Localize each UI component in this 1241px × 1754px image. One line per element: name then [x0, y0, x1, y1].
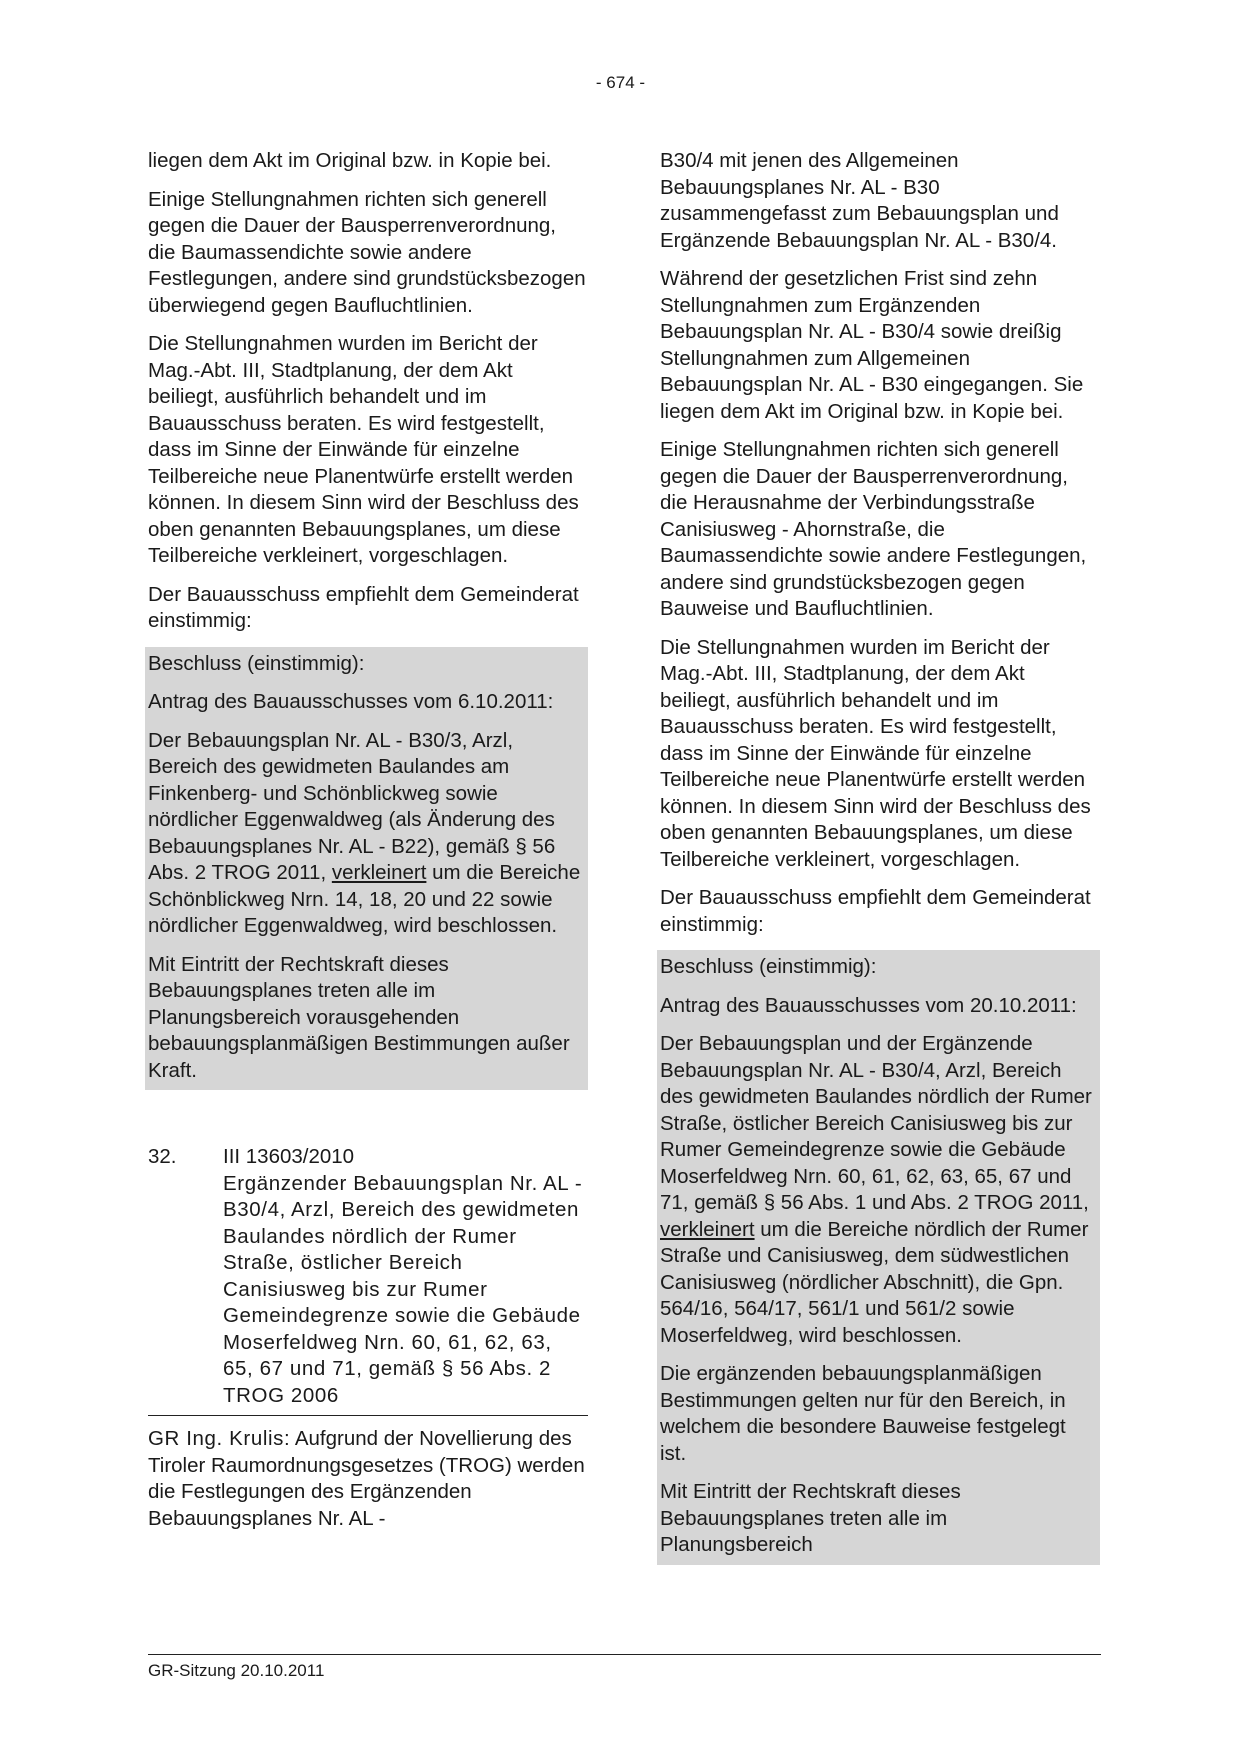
- motion-date: Antrag des Bauausschusses vom 6.10.2011:: [148, 690, 554, 713]
- paragraph: Der Bauausschuss empfiehlt dem Gemeinderat einstimmig:: [148, 582, 579, 632]
- resolution-heading: Beschluss (einstimmig):: [660, 955, 877, 978]
- footer-session-date: GR-Sitzung 20.10.2011: [148, 1661, 325, 1680]
- resolution-scope: Die ergänzenden bebauungsplanmäßigen Bestimmungen gelten nur für den Bereich, in welchem die besondere Bauweise festgelegt ist.: [660, 1362, 1066, 1465]
- right-column: [660, 148, 1100, 1577]
- agenda-item: [148, 1144, 588, 1416]
- paragraph: Während der gesetzlichen Frist sind zehn Stellungnahmen zum Ergänzenden Bebauungsplan Nr. AL - B30/4 sowie dreißig Stellungnahmen zum Allgemeinen Bebauungsplan Nr. AL - B30 eingegangen. Sie liegen dem Akt im Original bzw. in Kopie bei.: [660, 267, 1084, 423]
- resolution-heading: Beschluss (einstimmig):: [148, 651, 365, 675]
- resolution-text: Der Bebauungsplan und der Ergänzende Bebauungsplan Nr. AL - B30/4, Arzl, Bereich des gewidmeten Baulandes nördlich der Rumer Straße, östlicher Bereich Canisiusweg bis zur Rumer Gemeindegrenze sowie die Gebäude Moserfeldweg Nrn. 60, 61, 62, 63, 65, 67 und 71, gemäß § 56 Abs. 1 und Abs. 2 TROG 2011, verkleinert um die Bereiche nördlich der Rumer Straße und Canisiusweg, dem südwestlichen Canisiusweg (nördlicher Abschnitt), die Gpn. 564/16, 564/17, 561/1 und 561/2 sowie Moserfeldweg, wird beschlossen.: [660, 1032, 1092, 1347]
- paragraph: Der Bauausschuss empfiehlt dem Gemeinderat einstimmig:: [660, 886, 1091, 936]
- resolution-effect: Mit Eintritt der Rechtskraft dieses Bebauungsplanes treten alle im Planungsbereich: [660, 1480, 961, 1556]
- motion-date: Antrag des Bauausschusses vom 20.10.2011:: [660, 993, 1077, 1017]
- page-number: - 674 -: [595, 73, 646, 92]
- agenda-file-number: III 13603/2010: [223, 1145, 355, 1168]
- agenda-title: Ergänzender Bebauungsplan Nr. AL - B30/4, Arzl, Bereich des gewidmeten Baulandes nördlich der Rumer Straße, östlicher Bereich Canisiusweg bis zur Rumer Gemeindegrenze sowie die Gebäude Moserfeldweg Nrn. 60, 61, 62, 63, 65, 67 und 71, gemäß § 56 Abs. 2 TROG 2006: [223, 1171, 583, 1407]
- paragraph: Die Stellungnahmen wurden im Bericht der Mag.-Abt. III, Stadtplanung, der dem Akt beiliegt, ausführlich behandelt und im Bauausschuss beraten. Es wird festgestellt, dass im Sinne der Einwände für einzelne Teilbereiche neue Planentwürfe erstellt werden können. In diesem Sinn wird der Beschluss des oben genannten Bebauungsplanes, um diese Teilbereiche verkleinert, vorgeschlagen.: [660, 635, 1091, 871]
- paragraph: Einige Stellungnahmen richten sich generell gegen die Dauer der Bausperrenverordnung, die Herausnahme der Verbindungsstraße Canisiusweg - Ahornstraße, die Baumassendichte sowie andere Festlegungen, andere sind grundstücksbezogen gegen Bauweise und Baufluchtlinien.: [660, 438, 1087, 620]
- agenda-number: 32.: [148, 1145, 177, 1168]
- paragraph: Die Stellungnahmen wurden im Bericht der Mag.-Abt. III, Stadtplanung, der dem Akt beiliegt, ausführlich behandelt und im Bauausschuss beraten. Es wird festgestellt, dass im Sinne der Einwände für einzelne Teilbereiche neue Planentwürfe erstellt werden können. In diesem Sinn wird der Beschluss des oben genannten Bebauungsplanes, um diese Teilbereiche verkleinert, vorgeschlagen.: [148, 332, 579, 567]
- footer-divider: [148, 1654, 1101, 1655]
- speaker-name: GR Ing. Krulis:: [148, 1427, 291, 1450]
- divider: [148, 1415, 588, 1416]
- resolution-box: [657, 950, 1100, 1565]
- resolution-box: [145, 647, 588, 1091]
- paragraph: Einige Stellungnahmen richten sich generell gegen die Dauer der Bausperrenverordnung, die Baumassendichte sowie andere Festlegungen, andere sind grundstücksbezogen überwiegend gegen Baufluchtlinien.: [148, 187, 586, 317]
- resolution-effect: Mit Eintritt der Rechtskraft dieses Bebauungsplanes treten alle im Planungsbereich vorausgehenden bebauungsplanmäßigen Bestimmungen außer Kraft.: [148, 952, 570, 1082]
- paragraph: liegen dem Akt im Original bzw. in Kopie bei.: [148, 149, 552, 172]
- speech: GR Ing. Krulis: Aufgrund der Novellierung des Tiroler Raumordnungsgesetzes (TROG) werden die Festlegungen des Ergänzenden Bebauungsplanes Nr. AL -: [148, 1427, 585, 1530]
- paragraph: B30/4 mit jenen des Allgemeinen Bebauungsplanes Nr. AL - B30 zusammengefasst zum Bebauungsplan und Ergänzende Bebauungsplan Nr. AL - B30/4.: [660, 149, 1059, 252]
- resolution-text: Der Bebauungsplan Nr. AL - B30/3, Arzl, Bereich des gewidmeten Baulandes am Finkenberg- und Schönblickweg sowie nördlicher Eggenwaldweg (als Änderung des Bebauungsplanes Nr. AL - B22), gemäß § 56 Abs. 2 TROG 2011, verkleinert um die Bereiche Schönblickweg Nrn. 14, 18, 20 und 22 sowie nördlicher Eggenwaldweg, wird beschlossen.: [148, 728, 581, 937]
- left-column: [148, 148, 588, 1544]
